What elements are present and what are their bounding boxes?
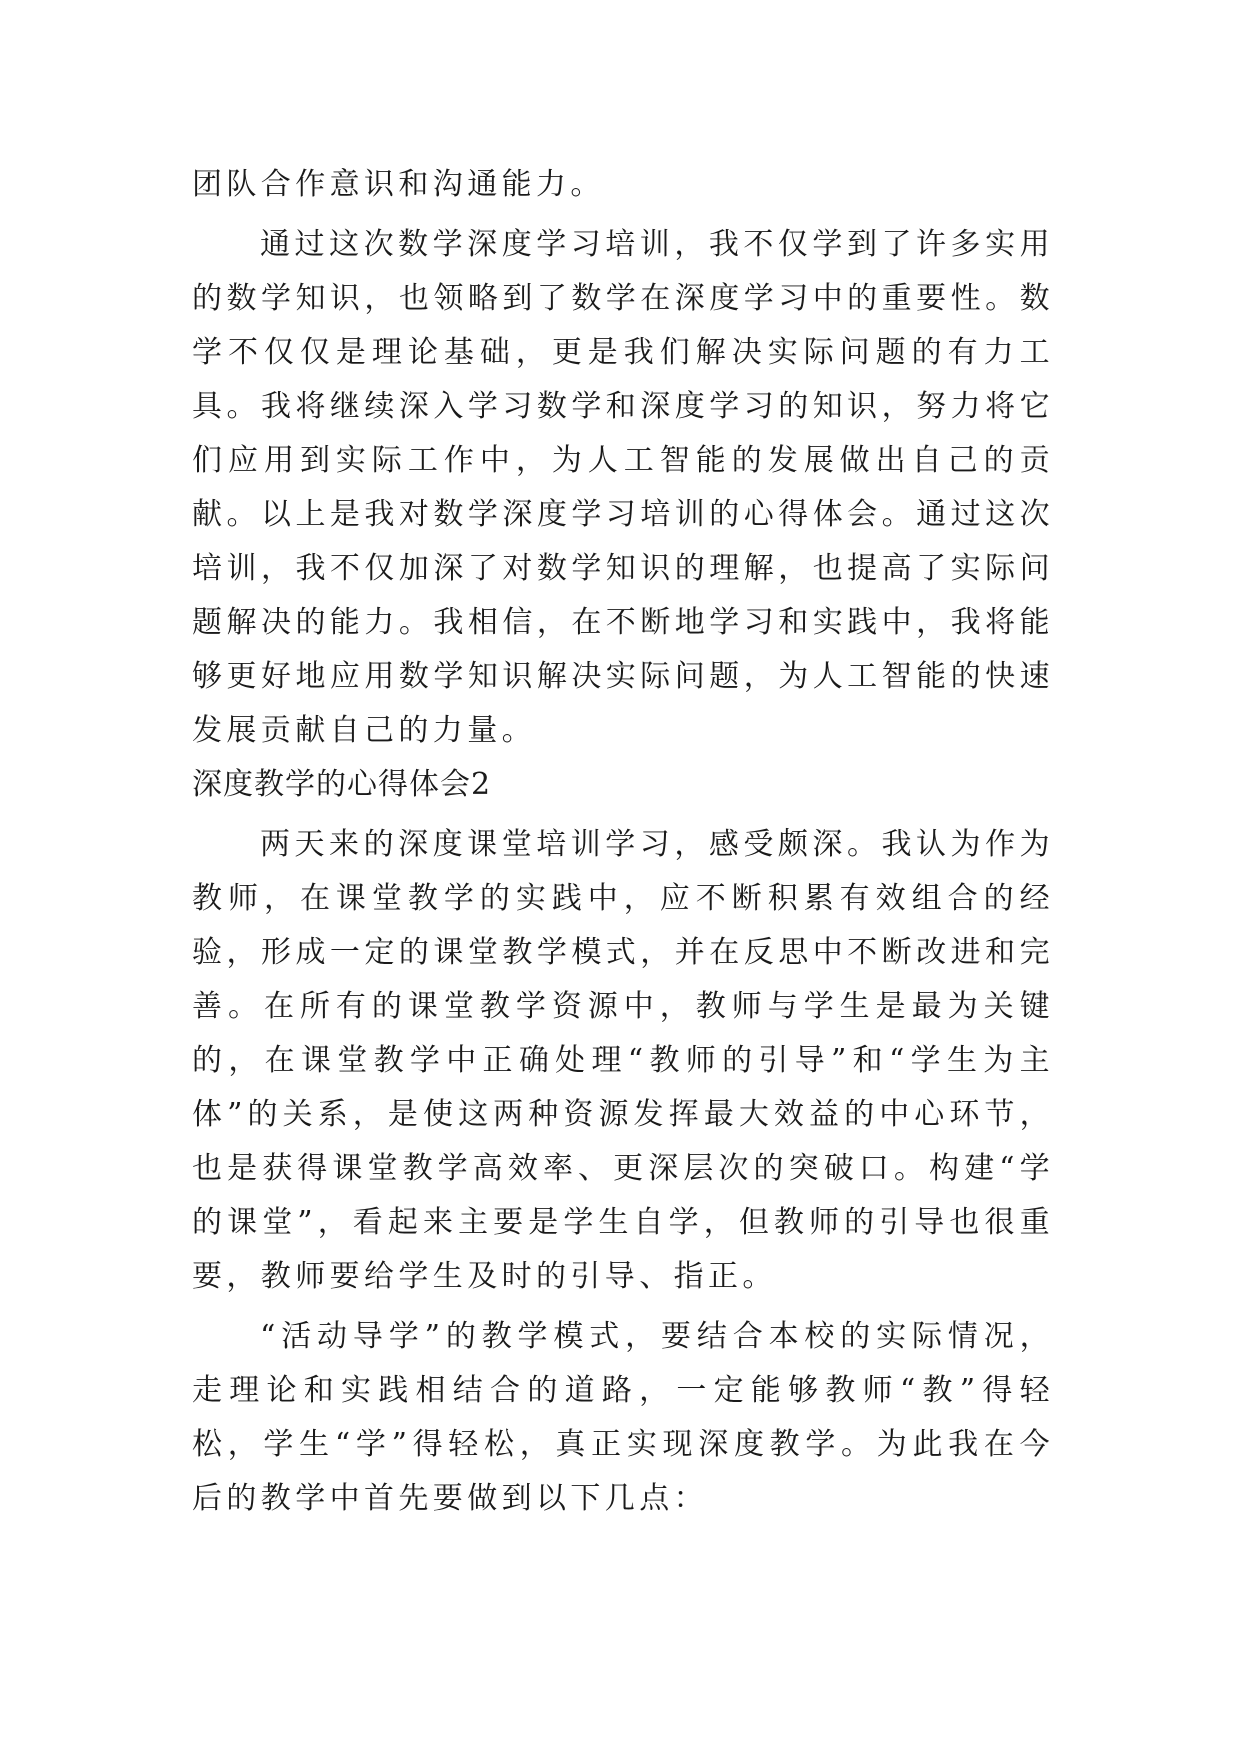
- paragraph-continuation: 团队合作意识和沟通能力。: [192, 167, 605, 202]
- document-body: [192, 158, 1054, 1526]
- paragraph-activity-learning: “活动导学”的教学模式，要结合本校的实际情况，走理论和实践相结合的道路，一定能够教师“教”得轻松，学生“学”得轻松，真正实现深度教学。为此我在今后的教学中首先要做到以下几点：: [192, 1319, 1054, 1516]
- section-heading: 深度教学的心得体会2: [192, 767, 492, 802]
- paragraph-classroom-training: 两天来的深度课堂培训学习，感受颇深。我认为作为教师，在课堂教学的实践中，应不断积累有效组合的经验，形成一定的课堂教学模式，并在反思中不断改进和完善。在所有的课堂教学资源中，教师与学生是最为关键的，在课堂教学中正确处理“教师的引导”和“学生为主体”的关系，是使这两种资源发挥最大效益的中心环节，也是获得课堂教学高效率、更深层次的突破口。构建“学的课堂”，看起来主要是学生自学，但教师的引导也很重要，教师要给学生及时的引导、指正。: [192, 827, 1054, 1294]
- paragraph-training-summary: 通过这次数学深度学习培训，我不仅学到了许多实用的数学知识，也领略到了数学在深度学习中的重要性。数学不仅仅是理论基础，更是我们解决实际问题的有力工具。我将继续深入学习数学和深度学习的知识，努力将它们应用到实际工作中，为人工智能的发展做出自己的贡献。以上是我对数学深度学习培训的心得体会。通过这次培训，我不仅加深了对数学知识的理解，也提高了实际问题解决的能力。我相信，在不断地学习和实践中，我将能够更好地应用数学知识解决实际问题，为人工智能的快速发展贡献自己的力量。: [192, 227, 1054, 748]
